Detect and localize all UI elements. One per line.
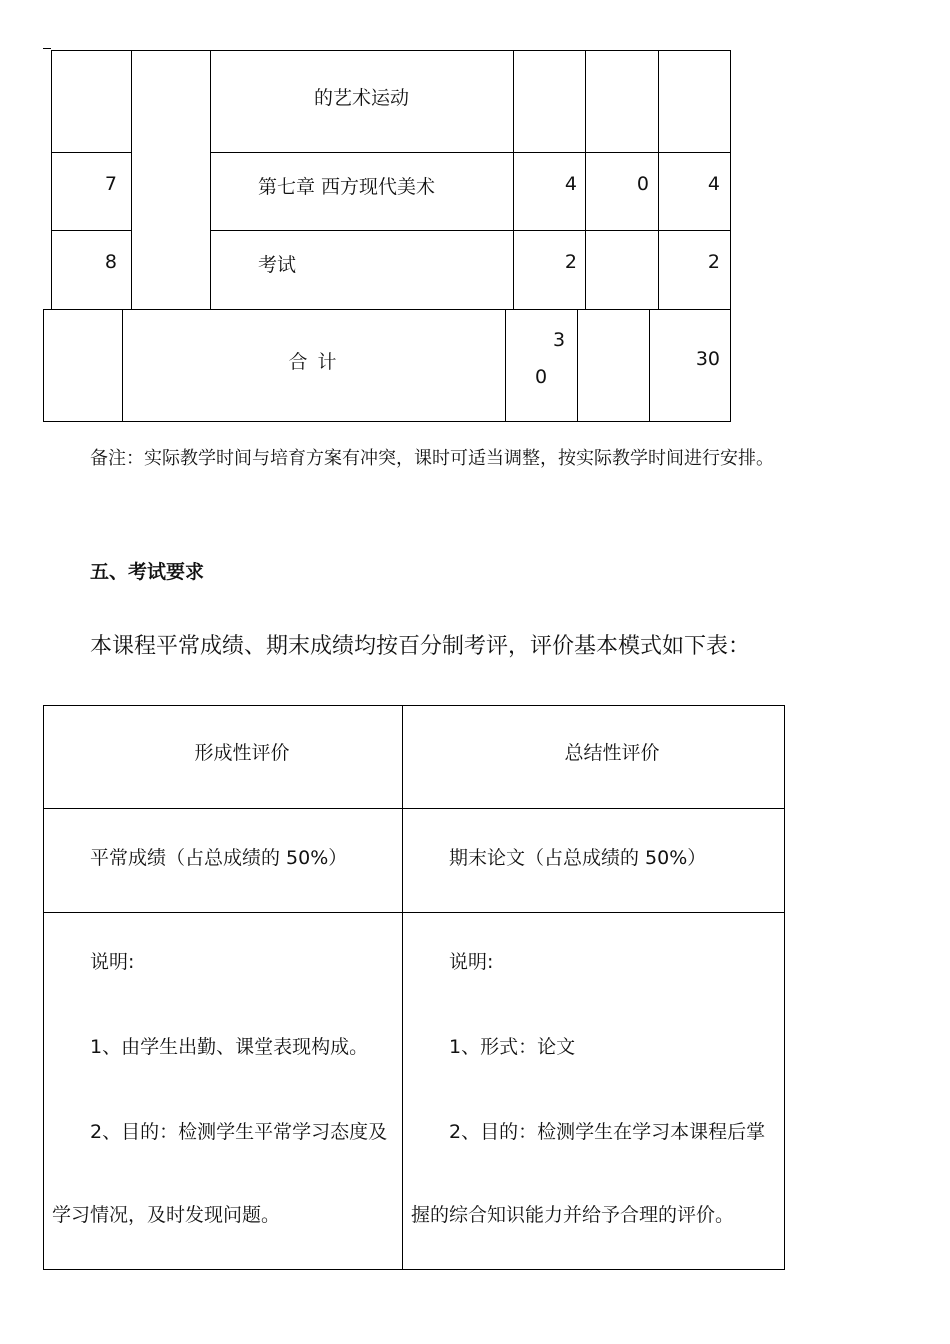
eval-left-item1: 1、由学生出勤、课堂表现构成。 <box>90 1036 369 1058</box>
table-rule <box>43 421 731 422</box>
table-rule <box>505 309 506 422</box>
table-cell-content: 的艺术运动 <box>313 86 409 109</box>
schedule-note: 备注：实际教学时间与培育方案有冲突，课时可适当调整，按实际教学时间进行安排。 <box>90 448 774 469</box>
table-sum-label: 合 计 <box>288 350 339 373</box>
table-rule <box>43 808 785 809</box>
intro-paragraph: 本课程平常成绩、期末成绩均按百分制考评，评价基本模式如下表： <box>90 634 751 659</box>
table-cell-content: 考试 <box>258 253 297 276</box>
eval-right-item2-line1: 2、目的：检测学生在学习本课程后掌 <box>449 1121 766 1143</box>
eval-right-title: 说明: <box>449 951 494 973</box>
section-title: 五、考试要求 <box>90 561 205 583</box>
table-rule <box>43 912 785 913</box>
table-rule <box>577 309 578 422</box>
eval-header-formative: 形成性评价 <box>194 741 290 764</box>
table-cell-hours: 2 <box>564 251 577 273</box>
eval-right-item2-line2: 握的综合知识能力并给予合理的评价。 <box>411 1204 735 1226</box>
table-cell-hours: 4 <box>564 173 577 195</box>
eval-header-summative: 总结性评价 <box>564 741 660 764</box>
table-cell-no: 8 <box>104 251 117 273</box>
table-stub-line <box>43 48 51 49</box>
table-rule <box>730 50 731 422</box>
table-sum-hours-line2: 0 <box>535 366 548 388</box>
table-cell-practice: 0 <box>636 173 649 195</box>
table-rule <box>43 309 44 422</box>
eval-weight-summative: 期末论文（占总成绩的 50%） <box>449 847 707 869</box>
table-sum-total: 30 <box>695 348 720 370</box>
eval-left-item2-line2: 学习情况，及时发现问题。 <box>52 1204 281 1226</box>
table-rule <box>43 1269 785 1270</box>
eval-left-item2-line1: 2、目的：检测学生平常学习态度及 <box>90 1121 388 1143</box>
table-cell-total: 2 <box>707 251 720 273</box>
eval-right-item1: 1、形式：论文 <box>449 1036 576 1058</box>
table-sum-hours-line1: 3 <box>553 329 566 351</box>
table-cell-content: 第七章 西方现代美术 <box>258 175 436 198</box>
table-cell-no: 7 <box>104 173 117 195</box>
table-cell-total: 4 <box>707 173 720 195</box>
eval-weight-formative: 平常成绩（占总成绩的 50%） <box>90 847 348 869</box>
eval-left-title: 说明: <box>90 951 135 973</box>
table-rule <box>131 50 132 309</box>
